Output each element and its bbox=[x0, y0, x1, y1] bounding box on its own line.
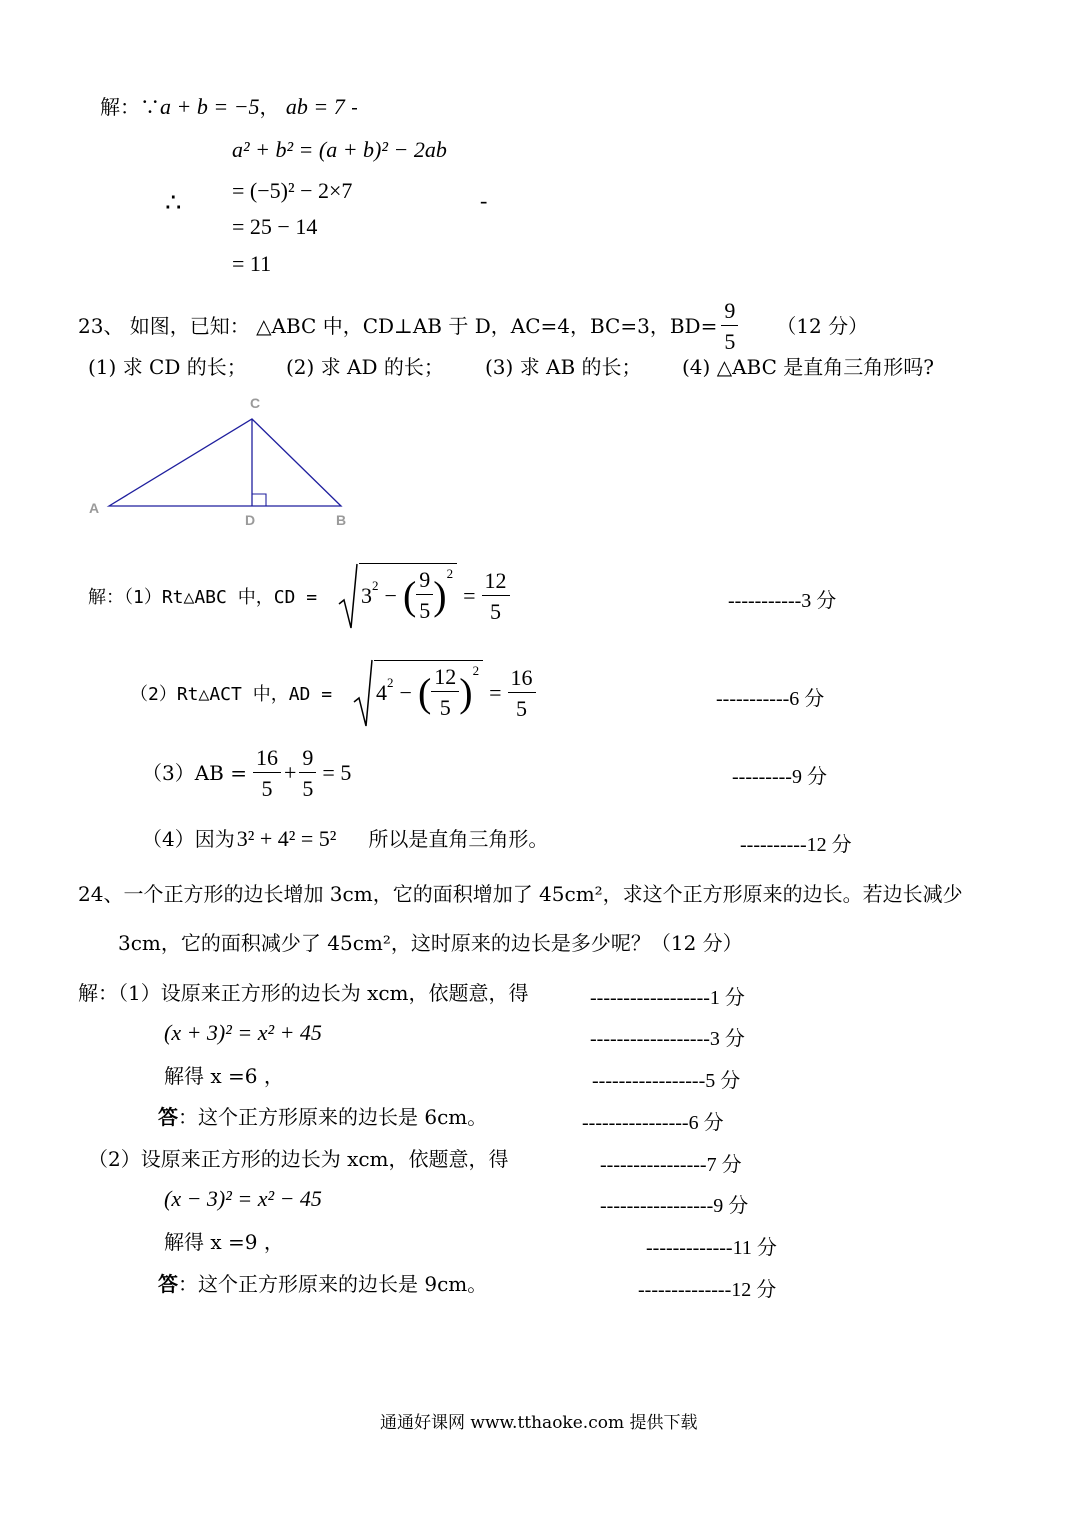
q23-sol3-score: ---------9 分 bbox=[732, 766, 827, 788]
q24-s5: （2）设原来正方形的边长为 xcm，依题意，得 bbox=[88, 1147, 509, 1171]
label-d: D bbox=[245, 512, 256, 528]
q23-solution2: （2）Rt△ACT 中，AD = 4 2 − ( $\frac{12}{5}$ ) 2 = $\frac{16}{5}$ bbox=[130, 656, 536, 730]
q23-solution3: （3）AB = $\frac{16}{5}$ + $\frac{9}{5}$ = 5 bbox=[142, 744, 352, 801]
q24-s7: 解得 x =9 ， bbox=[164, 1230, 284, 1254]
q24-s6-score: -----------------9 分 bbox=[600, 1195, 749, 1217]
bd-fraction: $\frac{9}{5}$ bbox=[721, 299, 738, 354]
q24-s4-score: ----------------6 分 bbox=[582, 1112, 724, 1134]
q24-s1: 解：（1）设原来正方形的边长为 xcm，依题意，得 bbox=[78, 981, 529, 1005]
q24-s8: 答：这个正方形原来的边长是 9cm。 bbox=[158, 1272, 488, 1296]
right-angle-mark bbox=[252, 494, 266, 506]
q22-line1: 解：∵a + b = −5， ab = 7 - bbox=[100, 94, 358, 119]
q24-line1: 24、一个正方形的边长增加 3cm，它的面积增加了 45cm²，求这个正方形原来的边长。若边长减少 bbox=[78, 882, 963, 906]
page-footer: 通通好课网 www.tthaoke.com 提供下载 bbox=[380, 1413, 698, 1433]
q22-step2: = (−5)² − 2×7 bbox=[232, 178, 353, 203]
q23-sol4-score: ----------12 分 bbox=[740, 834, 852, 856]
q24-line2: 3cm，它的面积减少了 45cm²，这时原来的边长是多少呢？（12 分） bbox=[118, 931, 743, 955]
q23-sub4: (4) △ABC 是直角三角形吗? bbox=[682, 355, 934, 379]
sol1-result: $\frac{12}{5}$ bbox=[482, 569, 510, 624]
label-b: B bbox=[336, 512, 347, 528]
q23-title: 23、 如图，已知： △ABC 中，CD⊥AB 于 D，AC=4，BC=3，BD= $\frac{9}{5}$ （12 分） bbox=[78, 297, 869, 354]
sqrt-content-1: 3 2 − ( $\frac{9}{5}$ ) 2 bbox=[359, 563, 457, 623]
q23-solution4: （4）因为 3² + 4² = 5² 所以是直角三角形。 bbox=[142, 826, 549, 851]
label-a: A bbox=[89, 500, 100, 516]
q22-step1: a² + b² = (a + b)² − 2ab bbox=[232, 137, 447, 162]
sol2-result: $\frac{16}{5}$ bbox=[508, 666, 536, 721]
q23-sol1-score: -----------3 分 bbox=[728, 590, 837, 612]
q22-stray-dash: - bbox=[480, 188, 488, 213]
q23-sol2-score: -----------6 分 bbox=[716, 688, 825, 710]
q24-s2-score: ------------------3 分 bbox=[590, 1028, 745, 1050]
label-c: C bbox=[250, 395, 261, 411]
therefore-symbol: ∴ bbox=[165, 188, 182, 217]
q23-solution1: 解：（1）Rt△ABC 中，CD = 3 2 − ( $\frac{9}{5}$ ) 2 = $\frac{12}{5}$ bbox=[88, 560, 510, 632]
q24-s3: 解得 x =6 ， bbox=[164, 1064, 284, 1088]
sqrt-content-2: 4 2 − ( $\frac{12}{5}$ ) 2 bbox=[374, 660, 483, 720]
q24-s3-score: -----------------5 分 bbox=[592, 1070, 741, 1092]
q24-s4: 答：这个正方形原来的边长是 6cm。 bbox=[158, 1105, 488, 1129]
sqrt-sign-2 bbox=[352, 656, 374, 730]
q24-s1-score: ------------------1 分 bbox=[590, 987, 745, 1009]
q24-s7-score: -------------11 分 bbox=[646, 1237, 777, 1259]
q23-sub1: (1) 求 CD 的长； bbox=[88, 355, 247, 379]
q22-step4: = 11 bbox=[232, 251, 272, 276]
q24-s6: (x − 3)² = x² − 45 bbox=[164, 1186, 322, 1211]
q23-sub2: (2) 求 AD 的长； bbox=[286, 355, 444, 379]
q24-s5-score: ----------------7 分 bbox=[600, 1154, 742, 1176]
q24-s2: (x + 3)² = x² + 45 bbox=[164, 1020, 322, 1045]
triangle-figure bbox=[80, 390, 370, 535]
q24-s8-score: --------------12 分 bbox=[638, 1279, 777, 1301]
q22-step3: = 25 − 14 bbox=[232, 214, 318, 239]
triangle-abc bbox=[109, 419, 341, 506]
sqrt-sign-1 bbox=[337, 560, 359, 632]
q23-sub3: (3) 求 AB 的长； bbox=[485, 355, 642, 379]
